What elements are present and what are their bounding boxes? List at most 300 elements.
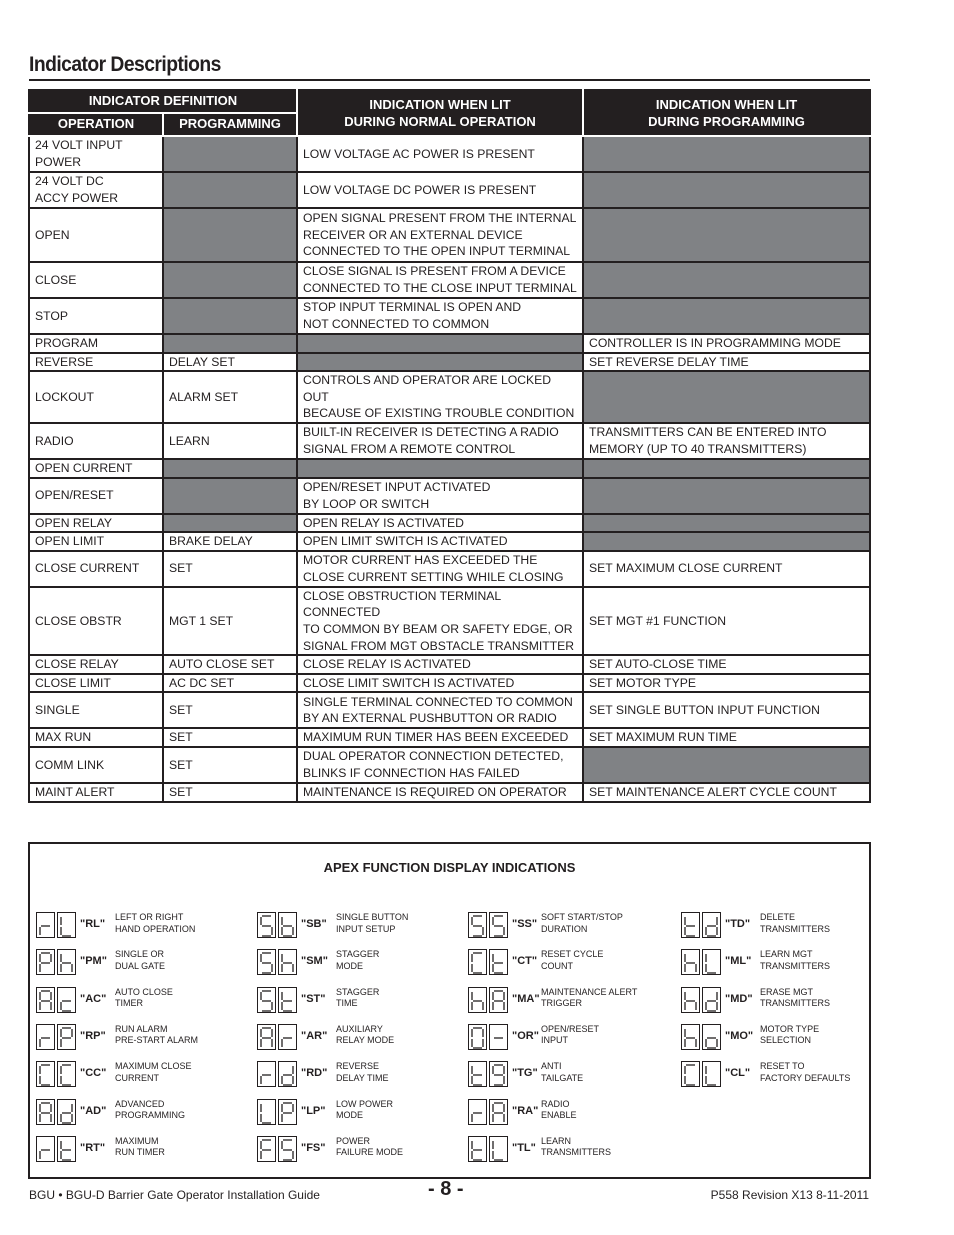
segment-display-icon	[278, 949, 297, 975]
cell-programming-indication	[583, 692, 870, 728]
apex-description-line2: DURATION	[541, 923, 588, 934]
segment-display-icon	[36, 1136, 55, 1162]
apex-description-line2: HAND OPERATION	[115, 923, 196, 934]
segment-display-icon	[257, 949, 276, 975]
table-row	[29, 334, 870, 353]
apex-description-line2: RELAY MODE	[336, 1035, 395, 1046]
cell-text: BUILT-IN RECEIVER IS DETECTING A RADIO	[303, 425, 559, 440]
apex-code: "TD"	[725, 918, 751, 930]
cell-text: CLOSE CURRENT	[35, 561, 140, 576]
apex-description-line2: TAILGATE	[541, 1072, 584, 1083]
apex-description	[336, 1099, 393, 1122]
cell-operation	[29, 514, 163, 533]
segment-display-icon	[57, 1061, 76, 1087]
apex-description	[115, 1099, 185, 1122]
apex-description-line2: DELAY TIME	[336, 1072, 389, 1083]
apex-description-line2: TRANSMITTERS	[760, 960, 831, 971]
cell-text: BY AN EXTERNAL PUSHBUTTON OR RADIO	[303, 711, 557, 726]
segment-display-icon	[681, 1061, 700, 1087]
apex-description-line1: ERASE MGT	[760, 986, 814, 997]
cell-text: CLOSE OBSTR	[35, 613, 122, 628]
cell-text: 24 VOLT INPUT	[35, 138, 123, 153]
apex-description-line2: RUN TIMER	[115, 1147, 165, 1158]
apex-description-line1: POWER	[336, 1135, 371, 1146]
cell-normal-indication	[297, 262, 583, 298]
table-row	[29, 692, 870, 728]
table-row	[29, 371, 870, 423]
apex-code: "MO"	[725, 1029, 754, 1042]
cell-operation	[29, 334, 163, 353]
segment-display-icon	[702, 949, 721, 975]
segment-display-icon	[57, 1099, 76, 1125]
cell-normal-indication	[297, 478, 583, 514]
cell-programming	[163, 334, 297, 353]
cell-text: CLOSE RELAY	[35, 657, 119, 672]
segment-display-icon	[468, 1099, 487, 1125]
table-row	[29, 262, 870, 298]
apex-description	[115, 987, 173, 1010]
cell-programming-indication	[583, 587, 870, 655]
apex-description	[336, 1061, 389, 1084]
apex-description-line2: PROGRAMMING	[115, 1110, 186, 1120]
cell-normal-indication	[297, 514, 583, 533]
cell-text: NOT CONNECTED TO COMMON	[303, 317, 490, 331]
cell-programming-indication	[583, 423, 870, 459]
cell-programming-indication	[583, 262, 870, 298]
apex-description-line2: CURRENT	[115, 1072, 159, 1083]
apex-code: "RP"	[80, 1029, 106, 1042]
header-operation: OPERATION	[29, 113, 163, 136]
apex-description	[115, 1061, 192, 1084]
apex-description-line1: LEFT OR RIGHT	[115, 912, 184, 922]
apex-code: "AD"	[80, 1104, 107, 1117]
cell-programming	[163, 371, 297, 423]
cell-text: BRAKE DELAY	[169, 534, 253, 549]
apex-description-line1: ANTI	[541, 1061, 562, 1072]
segment-display-icon	[489, 1136, 508, 1162]
cell-programming-indication	[583, 674, 870, 693]
cell-text: CLOSE	[35, 272, 77, 287]
cell-text: MAINT ALERT	[35, 784, 115, 799]
apex-description-line2: FACTORY DEFAULTS	[760, 1072, 851, 1083]
apex-description-line1: MAXIMUM	[115, 1135, 159, 1146]
segment-display-icon	[489, 912, 508, 938]
segment-display-icon	[36, 949, 55, 975]
cell-text: SET SINGLE BUTTON INPUT FUNCTION	[589, 703, 820, 718]
apex-code: "FS"	[301, 1141, 326, 1154]
cell-programming	[163, 353, 297, 372]
cell-operation	[29, 692, 163, 728]
cell-text: SET MAXIMUM RUN TIME	[589, 730, 737, 745]
apex-description	[541, 987, 637, 1010]
table-row	[29, 172, 870, 208]
cell-text: COMM LINK	[35, 757, 105, 772]
cell-text: POWER	[35, 155, 82, 169]
cell-text: CLOSE RELAY IS ACTIVATED	[303, 657, 471, 672]
segment-display-icon	[468, 987, 487, 1013]
cell-programming	[163, 423, 297, 459]
segment-display-icon	[257, 1061, 276, 1087]
page-title: Indicator Descriptions	[29, 53, 221, 76]
cell-text: SET	[169, 703, 193, 718]
cell-operation	[29, 783, 163, 802]
cell-text: STOP	[35, 308, 68, 323]
segment-display-icon	[278, 987, 297, 1013]
cell-programming-indication	[583, 783, 870, 802]
cell-normal-indication	[297, 208, 583, 262]
segment-display-icon	[489, 1099, 508, 1125]
cell-programming	[163, 459, 297, 478]
apex-description-line2: TRANSMITTERS	[541, 1147, 612, 1158]
cell-text: MAX RUN	[35, 730, 92, 745]
apex-description-line1: SOFT START/STOP	[541, 912, 623, 922]
apex-code: "CT"	[512, 955, 538, 968]
table-row	[29, 674, 870, 693]
apex-code: "MA"	[512, 992, 540, 1005]
header-programming: PROGRAMMING	[163, 113, 297, 136]
header-indicator-definition: INDICATOR DEFINITION	[29, 90, 297, 113]
apex-description	[760, 912, 830, 935]
apex-description-line1: LOW POWER	[336, 1098, 394, 1109]
segment-display-icon	[702, 1024, 721, 1050]
segment-display-icon	[468, 912, 487, 938]
cell-programming	[163, 136, 297, 172]
apex-description-line2: COUNT	[541, 960, 573, 971]
segment-display-icon	[57, 1024, 76, 1050]
segment-display-icon	[278, 1099, 297, 1125]
cell-text: CLOSE LIMIT	[35, 675, 111, 690]
cell-programming-indication	[583, 728, 870, 747]
apex-description-line1: STAGGER	[336, 949, 380, 960]
header-prog-line2: DURING PROGRAMMING	[648, 114, 805, 129]
table-row	[29, 423, 870, 459]
cell-programming	[163, 692, 297, 728]
indicator-table-body	[29, 136, 870, 802]
title-rule	[29, 79, 870, 81]
header-normal-line2: DURING NORMAL OPERATION	[344, 114, 536, 129]
cell-programming	[163, 551, 297, 587]
cell-text: AUTO CLOSE SET	[169, 657, 275, 672]
cell-text: CONNECTED TO THE CLOSE INPUT TERMINAL	[303, 281, 577, 295]
cell-programming-indication	[583, 371, 870, 423]
apex-description-line1: SINGLE BUTTON	[336, 912, 409, 922]
cell-text: REVERSE	[35, 354, 94, 369]
cell-text: PROGRAM	[35, 336, 98, 350]
apex-code: "OR"	[512, 1029, 539, 1042]
cell-normal-indication	[297, 423, 583, 459]
table-row	[29, 587, 870, 655]
apex-description	[115, 912, 195, 935]
cell-programming	[163, 747, 297, 783]
cell-operation	[29, 459, 163, 478]
apex-description-line1: AUTO CLOSE	[115, 986, 173, 997]
cell-text: RECEIVER OR AN EXTERNAL DEVICE	[303, 227, 523, 242]
apex-description-line2: INPUT	[541, 1035, 568, 1046]
cell-programming-indication	[583, 514, 870, 533]
cell-operation	[29, 551, 163, 587]
cell-normal-indication	[297, 172, 583, 208]
cell-text: MGT 1 SET	[169, 613, 234, 628]
apex-code: "RT"	[80, 1141, 106, 1154]
apex-description-line1: LEARN	[541, 1135, 572, 1146]
cell-normal-indication	[297, 353, 583, 372]
apex-description-line1: MAINTENANCE ALERT	[541, 986, 638, 997]
cell-programming-indication	[583, 208, 870, 262]
cell-normal-indication	[297, 551, 583, 587]
apex-description	[541, 1061, 583, 1084]
segment-display-icon	[681, 987, 700, 1013]
cell-text: CONNECTED TO THE OPEN INPUT TERMINAL	[303, 244, 571, 259]
apex-description-line1: STAGGER	[336, 986, 380, 997]
cell-operation	[29, 728, 163, 747]
cell-text: SET AUTO-CLOSE TIME	[589, 657, 727, 672]
segment-display-icon	[489, 949, 508, 975]
apex-code: "SM"	[301, 955, 328, 968]
segment-display-icon	[681, 949, 700, 975]
table-row	[29, 655, 870, 674]
cell-text: MOTOR CURRENT HAS EXCEEDED THE	[303, 553, 538, 568]
cell-programming	[163, 532, 297, 551]
cell-normal-indication	[297, 532, 583, 551]
apex-description-line2: TIMER	[115, 998, 143, 1009]
cell-text: LOW VOLTAGE DC POWER IS PRESENT	[303, 182, 537, 197]
apex-description-line1: ADVANCED	[115, 1098, 165, 1109]
cell-normal-indication	[297, 371, 583, 423]
apex-code: "LP"	[301, 1104, 326, 1117]
cell-programming-indication	[583, 172, 870, 208]
cell-programming	[163, 262, 297, 298]
cell-text: SET	[169, 730, 193, 745]
table-row	[29, 551, 870, 587]
segment-display-icon	[489, 1061, 508, 1087]
segment-display-icon	[468, 949, 487, 975]
segment-display-icon	[702, 912, 721, 938]
apex-description	[115, 1024, 198, 1047]
segment-display-icon	[257, 987, 276, 1013]
cell-text: OPEN RELAY	[35, 515, 112, 530]
apex-description-line2: PRE-START ALARM	[115, 1035, 199, 1046]
cell-normal-indication	[297, 298, 583, 334]
cell-programming	[163, 783, 297, 802]
apex-description-line1: MAXIMUM CLOSE	[115, 1061, 192, 1072]
segment-display-icon	[257, 1099, 276, 1125]
apex-code: "MD"	[725, 992, 753, 1005]
cell-text: LEARN	[169, 433, 210, 448]
apex-code: "AC"	[80, 992, 107, 1005]
footer-revision: P558 Revision X13 8-11-2011	[710, 1188, 869, 1202]
segment-display-icon	[278, 1024, 297, 1050]
apex-description-line2: DUAL GATE	[115, 960, 166, 971]
cell-programming-indication	[583, 136, 870, 172]
cell-operation	[29, 655, 163, 674]
cell-text: SET MGT #1 FUNCTION	[589, 613, 727, 628]
cell-programming-indication	[583, 532, 870, 551]
cell-normal-indication	[297, 674, 583, 693]
table-row	[29, 728, 870, 747]
cell-programming-indication	[583, 298, 870, 334]
segment-display-icon	[681, 1024, 700, 1050]
segment-display-icon	[36, 1024, 55, 1050]
cell-operation	[29, 423, 163, 459]
apex-description-line2: TRANSMITTERS	[760, 998, 831, 1009]
segment-display-icon	[278, 1136, 297, 1162]
cell-normal-indication	[297, 692, 583, 728]
header-indication-normal	[297, 90, 583, 136]
footer-guide-title: BGU • BGU-D Barrier Gate Operator Installation Guide	[29, 1188, 320, 1202]
cell-text: CONTROLLER IS IN PROGRAMMING MODE	[589, 336, 841, 350]
cell-text: MAINTENANCE IS REQUIRED ON OPERATOR	[303, 784, 567, 799]
indicator-table	[28, 89, 871, 803]
cell-normal-indication	[297, 334, 583, 353]
cell-text: CLOSE CURRENT SETTING WHILE CLOSING	[303, 569, 564, 584]
cell-text: BY LOOP OR SWITCH	[303, 496, 430, 511]
apex-description-line2: INPUT SETUP	[336, 923, 396, 934]
header-indication-programming	[583, 90, 870, 136]
cell-normal-indication	[297, 587, 583, 655]
table-row	[29, 783, 870, 802]
segment-display-icon	[468, 1136, 487, 1162]
cell-text: SET MAINTENANCE ALERT CYCLE COUNT	[589, 784, 837, 799]
cell-text: OPEN LIMIT	[35, 534, 105, 549]
cell-programming-indication	[583, 353, 870, 372]
segment-display-icon	[489, 987, 508, 1013]
table-row	[29, 353, 870, 372]
segment-display-icon	[57, 987, 76, 1013]
cell-text: LOW VOLTAGE AC POWER IS PRESENT	[303, 146, 535, 161]
cell-text: OPEN/RESET	[35, 488, 114, 503]
apex-description	[336, 912, 408, 935]
cell-normal-indication	[297, 783, 583, 802]
cell-text: OPEN	[35, 227, 70, 242]
apex-description-line1: RESET CYCLE	[541, 949, 604, 960]
apex-code: "TL"	[512, 1141, 536, 1154]
cell-operation	[29, 587, 163, 655]
cell-normal-indication	[297, 136, 583, 172]
cell-text: SIGNAL FROM A REMOTE CONTROL	[303, 441, 516, 456]
apex-description-line1: MOTOR TYPE	[760, 1023, 820, 1034]
cell-programming	[163, 478, 297, 514]
segment-display-icon	[257, 1136, 276, 1162]
cell-programming-indication	[583, 334, 870, 353]
segment-display-icon	[57, 949, 76, 975]
segment-display-icon	[681, 912, 700, 938]
apex-description-line2: MODE	[336, 960, 363, 971]
apex-code: "RA"	[512, 1104, 539, 1117]
apex-description-line1: REVERSE	[336, 1061, 380, 1072]
header-normal-line1: INDICATION WHEN LIT	[369, 97, 511, 112]
apex-description-line1: LEARN MGT	[760, 949, 813, 960]
cell-programming-indication	[583, 551, 870, 587]
apex-description	[336, 987, 379, 1010]
cell-text: SINGLE TERMINAL CONNECTED TO COMMON	[303, 694, 573, 709]
apex-code: "SB"	[301, 918, 327, 930]
cell-text: AC DC SET	[169, 675, 235, 690]
cell-text: SET	[169, 757, 193, 772]
cell-text: CLOSE LIMIT SWITCH IS ACTIVATED	[303, 675, 515, 690]
apex-description-line1: SINGLE OR	[115, 949, 165, 960]
apex-function-panel	[28, 842, 871, 1179]
cell-text: TO COMMON BY BEAM OR SAFETY EDGE, OR	[303, 621, 573, 636]
segment-display-icon	[36, 1061, 55, 1087]
cell-text: BLINKS IF CONNECTION HAS FAILED	[303, 765, 520, 780]
table-row	[29, 208, 870, 262]
cell-text: SET REVERSE DELAY TIME	[589, 354, 749, 369]
cell-text: SET	[169, 784, 193, 799]
page-number: - 8 -	[428, 1178, 464, 1200]
apex-description-line2: TRIGGER	[541, 998, 583, 1009]
cell-operation	[29, 298, 163, 334]
table-row	[29, 747, 870, 783]
apex-description	[760, 1061, 850, 1084]
cell-operation	[29, 136, 163, 172]
apex-code: "ML"	[725, 955, 752, 968]
apex-description	[541, 1136, 611, 1159]
cell-text: TRANSMITTERS CAN BE ENTERED INTO	[589, 425, 827, 440]
cell-programming	[163, 298, 297, 334]
cell-programming	[163, 208, 297, 262]
header-prog-line1: INDICATION WHEN LIT	[655, 97, 798, 112]
apex-title: APEX FUNCTION DISPLAY INDICATIONS	[323, 860, 576, 875]
apex-description-line2: FAILURE MODE	[336, 1147, 404, 1158]
cell-operation	[29, 172, 163, 208]
segment-display-icon	[468, 1024, 487, 1050]
cell-text: BECAUSE OF EXISTING TROUBLE CONDITION	[303, 406, 575, 421]
cell-normal-indication	[297, 655, 583, 674]
cell-text: SET	[169, 561, 193, 576]
cell-operation	[29, 353, 163, 372]
apex-code: "AR"	[301, 1029, 328, 1042]
cell-normal-indication	[297, 459, 583, 478]
table-row	[29, 459, 870, 478]
segment-display-icon	[36, 987, 55, 1013]
cell-operation	[29, 532, 163, 551]
cell-text: OPEN/RESET INPUT ACTIVATED	[303, 479, 491, 494]
cell-programming	[163, 655, 297, 674]
segment-display-icon	[468, 1061, 487, 1087]
cell-text: OPEN RELAY IS ACTIVATED	[303, 515, 464, 530]
segment-display-icon	[57, 1136, 76, 1162]
apex-description-line2: ENABLE	[541, 1110, 577, 1120]
apex-code: "RD"	[301, 1067, 328, 1080]
apex-code: "PM"	[80, 955, 107, 968]
table-row	[29, 532, 870, 551]
apex-description-line1: AUXILIARY	[336, 1023, 383, 1034]
cell-operation	[29, 262, 163, 298]
apex-description	[336, 949, 379, 972]
apex-code: "CL"	[725, 1067, 751, 1080]
apex-description	[541, 949, 603, 972]
cell-text: OPEN LIMIT SWITCH IS ACTIVATED	[303, 534, 508, 549]
apex-description-line2: TRANSMITTERS	[760, 923, 831, 934]
cell-programming-indication	[583, 655, 870, 674]
cell-text: OPEN CURRENT	[35, 460, 133, 475]
segment-display-icon	[702, 987, 721, 1013]
table-row	[29, 478, 870, 514]
cell-text: SINGLE	[35, 703, 80, 718]
cell-text: SIGNAL FROM MGT OBSTACLE TRANSMITTER	[303, 638, 575, 653]
apex-code: "ST"	[301, 992, 326, 1005]
apex-description	[336, 1136, 403, 1159]
apex-description	[760, 987, 830, 1010]
segment-display-icon	[257, 1024, 276, 1050]
cell-programming	[163, 674, 297, 693]
apex-description-line2: MODE	[336, 1110, 363, 1120]
cell-programming-indication	[583, 747, 870, 783]
cell-text: 24 VOLT DC	[35, 174, 104, 189]
segment-display-icon	[57, 912, 76, 938]
cell-text: SET MAXIMUM CLOSE CURRENT	[589, 561, 783, 576]
segment-display-icon	[702, 1061, 721, 1087]
